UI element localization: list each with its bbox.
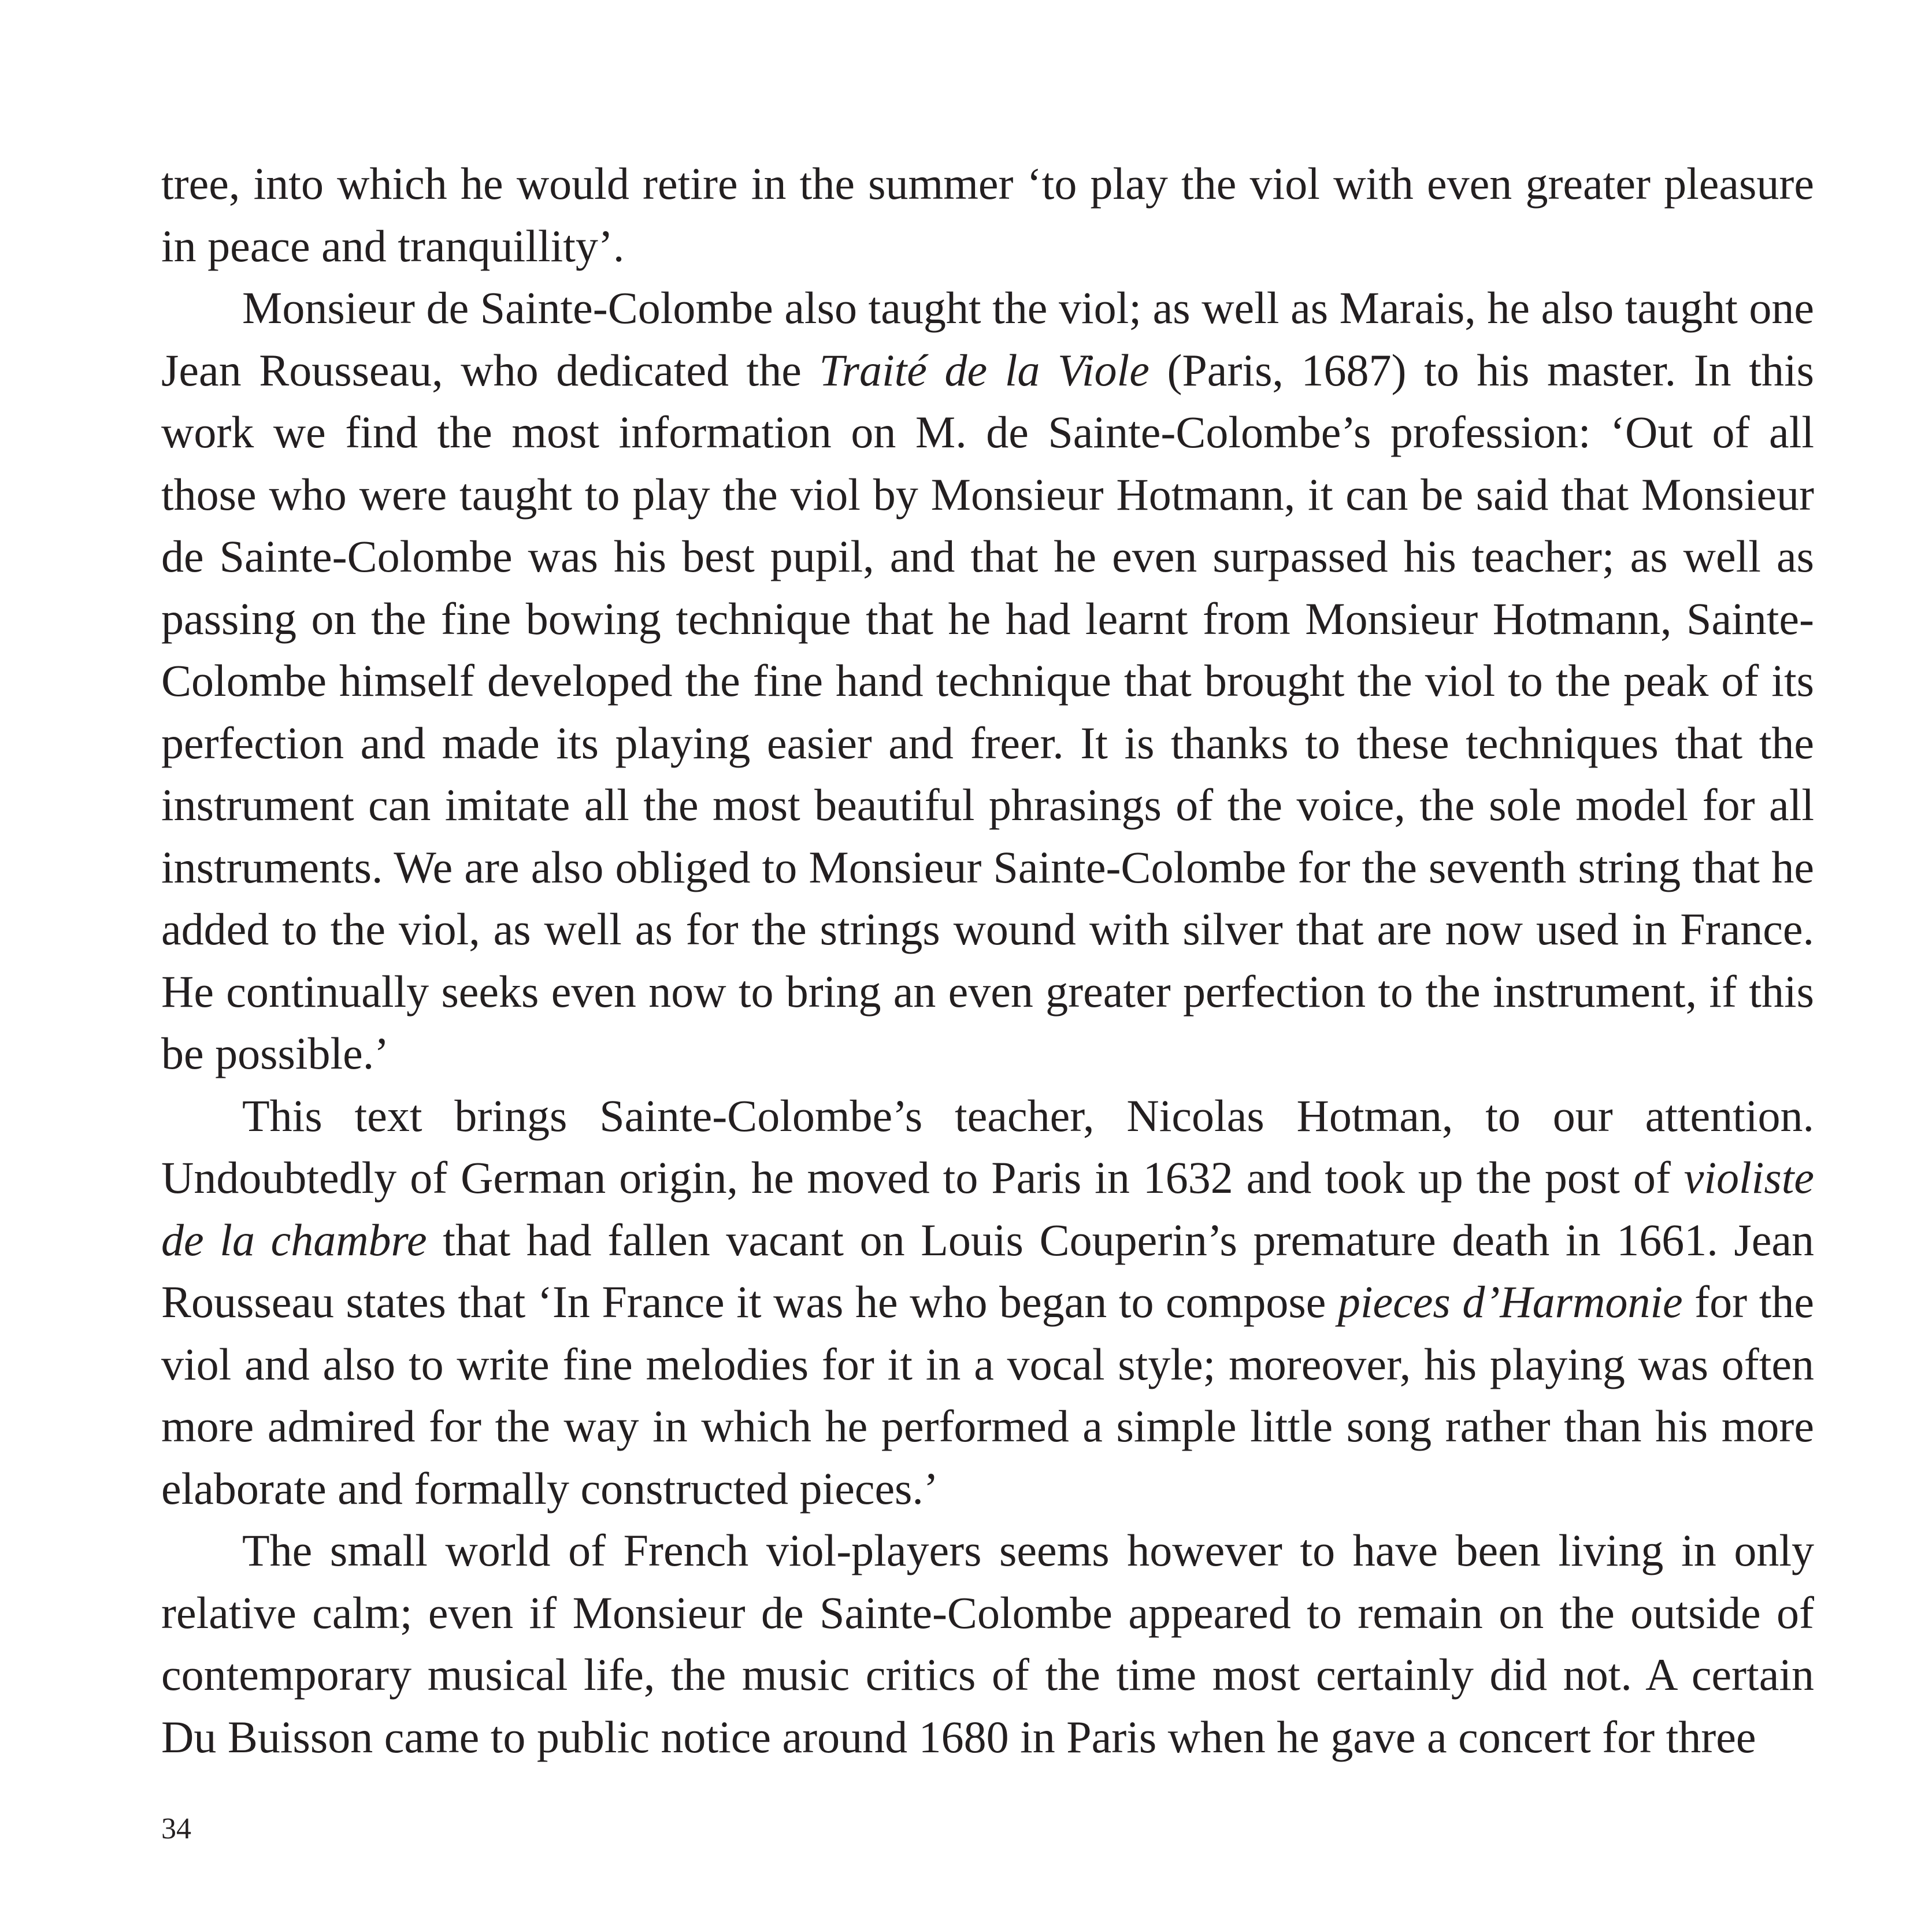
paragraph-2 — [161, 277, 1814, 1085]
italic-term: violiste de la chambre — [161, 1152, 1814, 1265]
paragraph-1 — [161, 153, 1814, 277]
text-run: that had fallen vacant on Louis Couperin’s premature death in 1661. Jean Rousseau states that ‘In France it was he who began to compose — [161, 1214, 1814, 1327]
text-run: (Paris, 1687) to his master. In this work we find the most information on M. de Sainte-Colombe’s profession: ‘Out of all those who were taught to play the viol by Monsieur Hotmann, it can be said that Monsieur de Sainte-Colombe was his best pupil, and that he even surpassed his teacher; as well as passing on the fine bowing technique that he had learnt from Monsieur Hotmann, Sainte-Colombe himself developed the fine hand technique that brought the viol to the peak of its perfection and made its playing easier and freer. It is thanks to these techniques that the instrument can imitate all the most beautiful phrasings of the voice, the sole model for all instruments. We are also obliged to Monsieur Sainte-Colombe for the seventh string that he added to the viol, as well as for the strings wound with silver that are now used in France. He continually seeks even now to bring an even greater perfection to the instrument, if this be possible.’ — [161, 344, 1814, 1078]
text-run: The small world of French viol-players seems however to have been living in only relative calm; even if Monsieur de Sainte-Colombe appeared to remain on the outside of contemporary musical life, the music critics of the time most certainly did not. A certain Du Buisson came to public notice around 1680 in Paris when he gave a concert for three — [161, 1525, 1814, 1762]
italic-term: pieces d’Harmonie — [1337, 1277, 1683, 1327]
paragraph-3 — [161, 1085, 1814, 1520]
text-run: Monsieur de Sainte-Colombe also taught the viol; as well as Marais, he also taught one Jean Rousseau, who dedicated the — [161, 283, 1814, 395]
paragraph-4 — [161, 1519, 1814, 1768]
text-run: for the viol and also to write fine melodies for it in a vocal style; moreover, his playing was often more admired for the way in which he performed a simple little song rather than his more elaborate and formally constructed pieces.’ — [161, 1277, 1814, 1514]
italic-title: Traité de la Viole — [819, 344, 1149, 395]
page-number: 34 — [161, 1812, 191, 1845]
body-text — [161, 153, 1814, 1768]
text-run: tree, into which he would retire in the summer ‘to play the viol with even greater pleasure in peace and tranquillity’. — [161, 158, 1814, 271]
text-run: This text brings Sainte-Colombe’s teacher, Nicolas Hotman, to our attention. Undoubtedly of German origin, he moved to Paris in 1632 and took up the post of — [161, 1090, 1814, 1203]
